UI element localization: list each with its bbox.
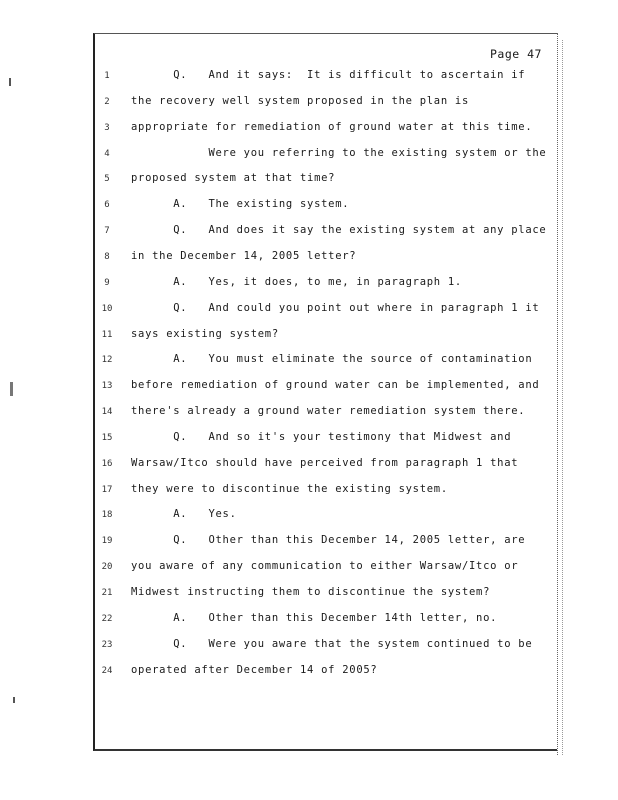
line-number: 14 bbox=[101, 407, 113, 418]
line-text: Were you referring to the existing system or the bbox=[131, 146, 547, 159]
line-number: 18 bbox=[101, 510, 113, 521]
line-number: 15 bbox=[101, 432, 113, 443]
line-number: 7 bbox=[104, 226, 110, 237]
scan-mark-middle bbox=[10, 382, 13, 396]
transcript-line bbox=[0, 172, 618, 190]
line-text: Q. And does it say the existing system at any place bbox=[131, 224, 547, 237]
line-number: 5 bbox=[104, 174, 110, 185]
line-number: 16 bbox=[101, 458, 113, 469]
line-text: A. You must eliminate the source of contamination bbox=[131, 353, 533, 366]
line-number: 8 bbox=[104, 251, 110, 262]
line-text: you aware of any communication to either Warsaw/Itco or bbox=[131, 560, 519, 573]
line-text: Q. Other than this December 14, 2005 letter, are bbox=[131, 534, 526, 547]
line-text: Midwest instructing them to discontinue the system? bbox=[131, 586, 491, 598]
transcript-line bbox=[0, 431, 618, 449]
line-text: A. Other than this December 14th letter, no. bbox=[131, 611, 498, 624]
line-text: Q. And it says: It is difficult to ascertain if bbox=[131, 69, 526, 81]
transcript-line bbox=[0, 534, 618, 552]
transcript-line bbox=[0, 612, 618, 630]
line-number: 1 bbox=[104, 71, 110, 81]
line-text: proposed system at that time? bbox=[131, 172, 336, 185]
transcript-line bbox=[0, 379, 618, 397]
line-number: 9 bbox=[104, 277, 110, 288]
line-text: the recovery well system proposed in the plan is bbox=[131, 94, 469, 107]
transcript-line bbox=[0, 250, 618, 268]
page-number: Page 47 bbox=[490, 47, 542, 61]
line-text: there's already a ground water remediation system there. bbox=[131, 405, 526, 418]
line-text: A. The existing system. bbox=[131, 198, 350, 211]
line-text: operated after December 14 of 2005? bbox=[131, 663, 378, 676]
transcript-line bbox=[0, 198, 618, 216]
transcript-line bbox=[0, 95, 618, 113]
scan-mark-top bbox=[9, 78, 11, 86]
line-number: 21 bbox=[101, 588, 113, 598]
transcript-line bbox=[0, 405, 618, 423]
transcript-line bbox=[0, 276, 618, 294]
transcript-line bbox=[0, 664, 618, 682]
line-number: 2 bbox=[104, 96, 110, 107]
transcript-line bbox=[0, 560, 618, 578]
transcript-line bbox=[0, 457, 618, 475]
transcript-line bbox=[0, 483, 618, 501]
line-number: 4 bbox=[104, 148, 110, 159]
line-number: 23 bbox=[101, 639, 113, 650]
line-number: 17 bbox=[101, 484, 113, 495]
line-text: they were to discontinue the existing system. bbox=[131, 482, 448, 495]
line-text: A. Yes, it does, to me, in paragraph 1. bbox=[131, 275, 462, 288]
line-text: before remediation of ground water can be implemented, and bbox=[131, 379, 540, 392]
line-number: 24 bbox=[101, 665, 113, 676]
line-number: 6 bbox=[104, 200, 110, 211]
transcript-line bbox=[0, 224, 618, 242]
line-number: 13 bbox=[101, 381, 113, 392]
transcript-line bbox=[0, 328, 618, 346]
line-number: 11 bbox=[101, 329, 113, 340]
line-number: 19 bbox=[101, 536, 113, 547]
transcript-line bbox=[0, 121, 618, 139]
line-number: 3 bbox=[104, 122, 110, 133]
line-text: in the December 14, 2005 letter? bbox=[131, 249, 357, 262]
line-text: Warsaw/Itco should have perceived from paragraph 1 that bbox=[131, 456, 519, 469]
transcript-line bbox=[0, 147, 618, 165]
line-number: 22 bbox=[101, 613, 113, 624]
line-text: Q. Were you aware that the system continued to be bbox=[131, 637, 533, 650]
line-text: A. Yes. bbox=[131, 508, 237, 521]
line-number: 12 bbox=[101, 355, 113, 366]
scan-mark-bottom bbox=[13, 697, 15, 703]
transcript-line bbox=[0, 586, 618, 604]
transcript-line bbox=[0, 353, 618, 371]
transcript-line bbox=[0, 302, 618, 320]
transcript-line bbox=[0, 69, 618, 87]
line-text: Q. And could you point out where in paragraph 1 it bbox=[131, 301, 540, 314]
transcript-line bbox=[0, 638, 618, 656]
line-text: appropriate for remediation of ground water at this time. bbox=[131, 120, 533, 133]
transcript-line bbox=[0, 508, 618, 526]
line-number: 10 bbox=[101, 303, 113, 314]
line-text: says existing system? bbox=[131, 327, 279, 340]
line-text: Q. And so it's your testimony that Midwest and bbox=[131, 430, 512, 443]
line-number: 20 bbox=[101, 562, 113, 573]
